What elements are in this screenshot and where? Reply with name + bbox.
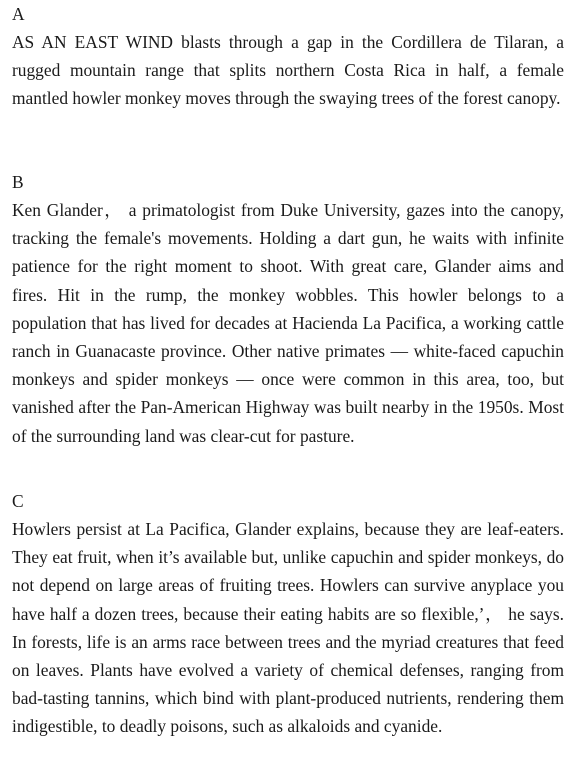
section-letter: A [12, 4, 25, 24]
section-letter: C [12, 491, 24, 511]
section-c [12, 487, 564, 741]
section-letter: B [12, 172, 24, 192]
section-paragraph: AS AN EAST WIND blasts through a gap in the Cordillera de Tilaran, a rugged mountain range that splits northern Costa Rica in half, a female mantled howler monkey moves through the swaying trees of the forest canopy. [12, 32, 564, 109]
section-paragraph: Howlers persist at La Pacifica, Glander explains, because they are leaf-eaters. They eat fruit, when it’s available but, unlike capuchin and spider monkeys, do not depend on large areas of fruiting trees. Howlers can survive anyplace you have half a dozen trees, because their eating habits are so flexible,’， he says. In forests, life is an arms race between trees and the myriad creatures that feed on leaves. Plants have evolved a variety of chemical defenses, ranging from bad-tasting tannins, which bind with plant-produced nutrients, rendering them indigestible, to deadly poisons, such as alkaloids and cyanide. [12, 519, 564, 737]
section-a [12, 0, 564, 113]
section-b [12, 168, 564, 450]
section-paragraph: Ken Glander， a primatologist from Duke University, gazes into the canopy, tracking the female's movements. Holding a dart gun, he waits with infinite patience for the right moment to shoot. With great care, Glander aims and fires. Hit in the rump, the monkey wobbles. This howler belongs to a population that has lived for decades at Hacienda La Pacifica, a working cattle ranch in Guanacaste province. Other native primates — white-faced capuchin monkeys and spider monkeys — once were common in this area, too, but vanished after the Pan-American Highway was built nearby in the 1950s. Most of the surrounding land was clear-cut for pasture. [12, 200, 564, 446]
